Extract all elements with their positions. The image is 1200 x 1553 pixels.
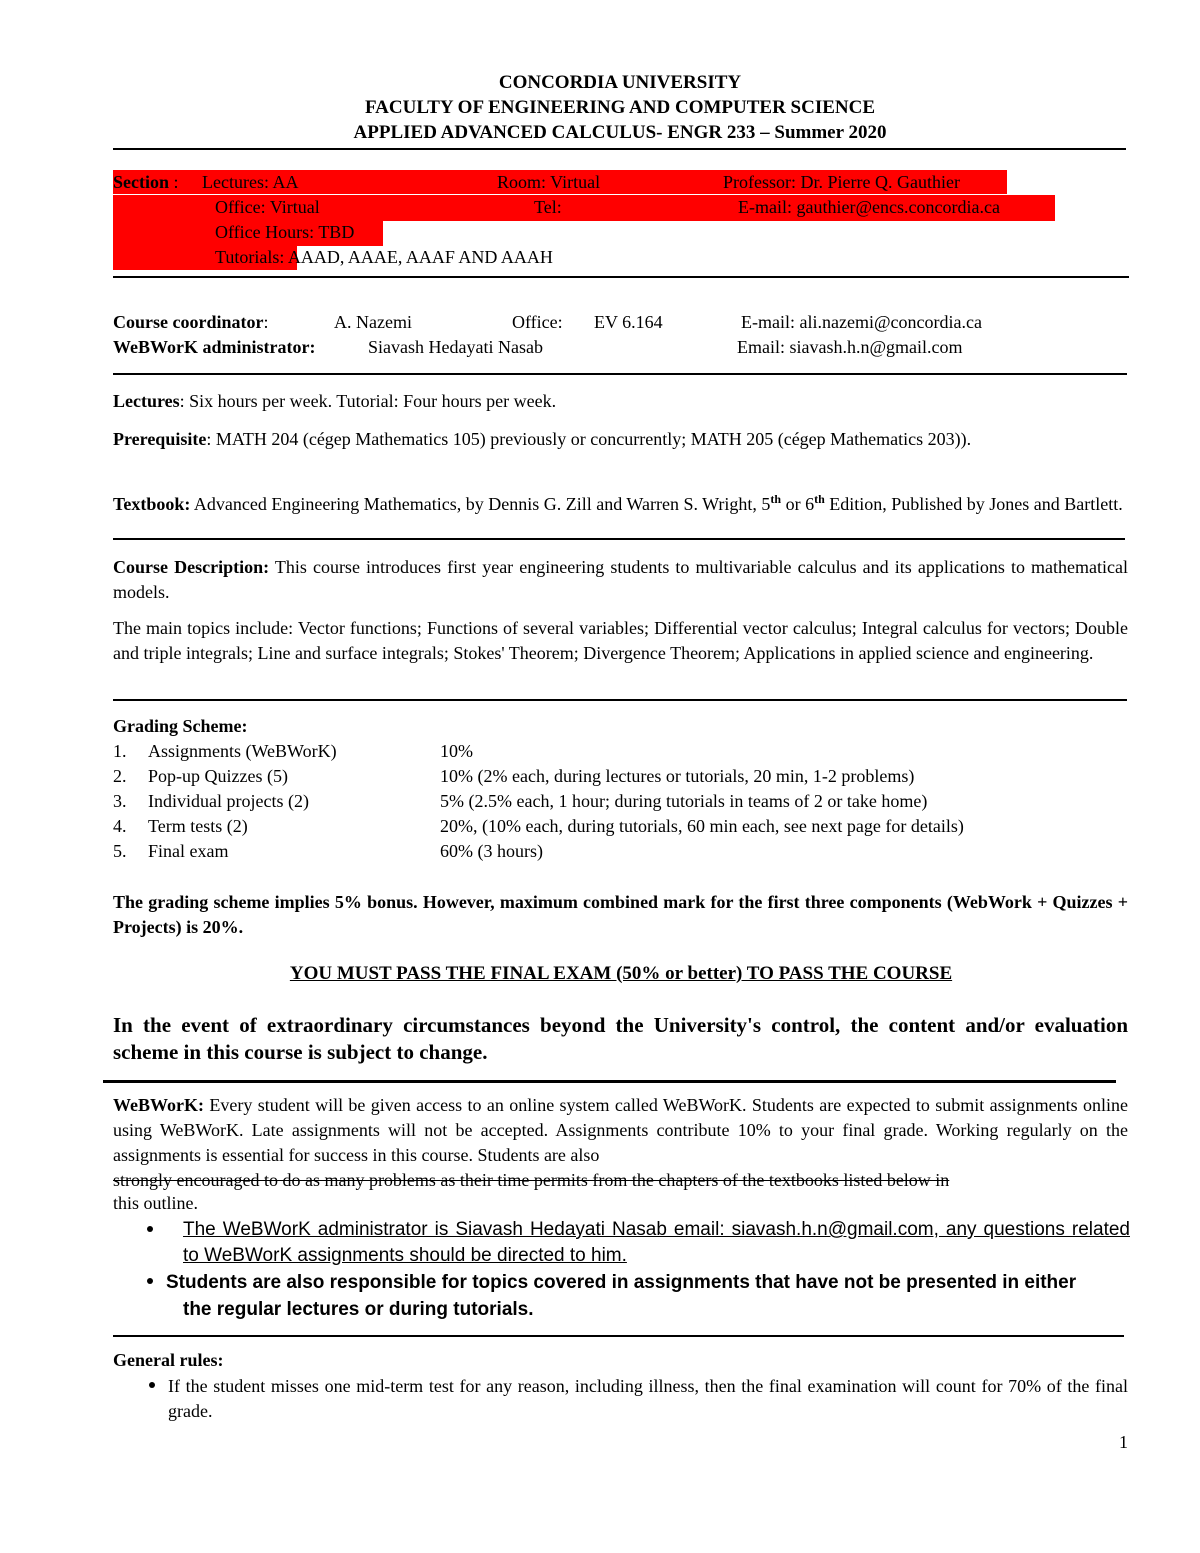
webwork-admin-label: WeBWorK administrator: bbox=[113, 337, 316, 357]
webwork-admin-email: Email: siavash.h.n@gmail.com bbox=[737, 337, 963, 357]
section-room: Room: Virtual bbox=[497, 172, 601, 192]
section-email: E-mail: gauthier@encs.concordia.ca bbox=[738, 197, 1000, 217]
grading-item-value: 60% (3 hours) bbox=[440, 841, 543, 861]
bullet-icon bbox=[149, 1382, 155, 1388]
prerequisite-label: Prerequisite bbox=[113, 429, 207, 449]
webwork-admin-bullet: The WeBWorK administrator is Siavash Hedayati Nasab email: siavash.h.n@gmail.com, any questions related to WeBWorK assignments should be directed to him. bbox=[183, 1219, 1130, 1266]
notice-rule bbox=[103, 1080, 1116, 1083]
section-sep: : bbox=[173, 172, 179, 192]
university-title: CONCORDIA UNIVERSITY bbox=[498, 72, 742, 93]
webwork-rule bbox=[113, 1335, 1124, 1337]
bullet-icon bbox=[147, 1278, 153, 1284]
section-professor: Professor: Dr. Pierre Q. Gauthier bbox=[723, 172, 960, 192]
coordinator-colon: : bbox=[263, 312, 269, 332]
textbook-sup-1: th bbox=[770, 492, 782, 506]
grading-item-name: Pop-up Quizzes (5) bbox=[148, 766, 288, 786]
grading-item-name: Term tests (2) bbox=[148, 816, 248, 836]
section-office: Office: Virtual bbox=[215, 197, 320, 217]
grading-item-value: 20%, (10% each, during tutorials, 60 min each, see next page for details) bbox=[440, 816, 964, 836]
grading-item-name: Final exam bbox=[148, 841, 229, 861]
webwork-admin-name: Siavash Hedayati Nasab bbox=[368, 337, 543, 357]
coordinator-email: E-mail: ali.nazemi@concordia.ca bbox=[741, 312, 982, 332]
bullet-icon bbox=[147, 1226, 153, 1232]
change-notice: In the event of extraordinary circumstances beyond the University's control, the content and/or evaluation scheme in this course is subject to change. bbox=[113, 1013, 1128, 1064]
coordinator-name: A. Nazemi bbox=[334, 312, 412, 332]
textbook-text-a: Advanced Engineering Mathematics, by Dennis G. Zill and Warren S. Wright, 5 bbox=[190, 494, 771, 514]
description-rule bbox=[113, 699, 1127, 701]
section-office-hours: Office Hours: TBD bbox=[215, 222, 355, 242]
lectures-label: Lectures bbox=[113, 391, 180, 411]
grading-item-num: 2. bbox=[113, 766, 127, 786]
grading-item-num: 4. bbox=[113, 816, 127, 836]
webwork-paragraph bbox=[113, 1093, 1128, 1168]
section-rule bbox=[113, 276, 1129, 278]
lectures-text: : Six hours per week. Tutorial: Four hours per week. bbox=[179, 391, 557, 411]
coordinator-label-group bbox=[113, 312, 269, 333]
page-number: 1 bbox=[1119, 1432, 1128, 1452]
textbook-text-b: Edition, Published by Jones and Bartlett. bbox=[824, 494, 1123, 514]
course-title: APPLIED ADVANCED CALCULUS- ENGR 233 – Summer 2020 bbox=[353, 122, 887, 143]
must-pass-notice: YOU MUST PASS THE FINAL EXAM (50% or better) TO PASS THE COURSE bbox=[289, 963, 953, 984]
section-lectures: Lectures: AA bbox=[202, 172, 299, 192]
coordinator-label: Course coordinator bbox=[113, 312, 264, 332]
general-rules-title: General rules: bbox=[113, 1350, 224, 1370]
textbook-rule bbox=[113, 538, 1125, 540]
section-label-group bbox=[113, 172, 179, 193]
webwork-responsibility-bullet bbox=[166, 1269, 1106, 1323]
coordinator-office-label: Office: bbox=[512, 312, 563, 332]
webwork-responsibility-text: Students are also responsible for topics covered in assignments that have not be presented in either the regular lectures or during tutorials. bbox=[166, 1272, 1077, 1320]
section-label: Section bbox=[113, 172, 169, 192]
tutorials-value: AAAD, AAAE, AAAF AND AAAH bbox=[287, 247, 553, 267]
grading-item-num: 3. bbox=[113, 791, 127, 811]
grading-item-num: 5. bbox=[113, 841, 127, 861]
section-tutorials bbox=[215, 247, 553, 268]
header-rule bbox=[113, 148, 1126, 150]
lectures-line bbox=[113, 391, 556, 412]
grading-item-name: Assignments (WeBWorK) bbox=[148, 741, 337, 761]
textbook-label: Textbook: bbox=[113, 494, 191, 514]
faculty-title: FACULTY OF ENGINEERING AND COMPUTER SCIENCE bbox=[364, 97, 876, 118]
grading-title: Grading Scheme: bbox=[113, 716, 248, 736]
description-label: Course Description: bbox=[113, 557, 270, 577]
description-topics: The main topics include: Vector functions; Functions of several variables; Differential vector calculus; Integral calculus for vectors; Double and triple integrals; Line and surface integrals; Stokes' Theorem; Divergence Theorem; Applications in applied science and engineering. bbox=[113, 618, 1128, 663]
grading-bonus: The grading scheme implies 5% bonus. However, maximum combined mark for the first three components (WebWork + Quizzes + Projects) is 20%. bbox=[113, 892, 1128, 937]
textbook-or: or 6 bbox=[781, 494, 815, 514]
webwork-text: Every student will be given access to an online system called WeBWorK. Students are expected to submit assignments online using WeBWorK. Late assignments will not be accepted. Assignments contribute 10% to your final grade. Working regularly on the assignments is essential for success in this course. Students are also bbox=[113, 1095, 1128, 1165]
prerequisite-paragraph bbox=[113, 427, 1128, 452]
grading-item-value: 10% (2% each, during lectures or tutorials, 20 min, 1-2 problems) bbox=[440, 766, 915, 786]
textbook-sup-2: th bbox=[814, 492, 825, 506]
description-paragraph bbox=[113, 555, 1128, 605]
coordinator-rule bbox=[113, 373, 1127, 375]
description-text: This course introduces first year engineering students to multivariable calculus and its applications to mathematical models. bbox=[113, 557, 1128, 602]
general-rules-bullet: If the student misses one mid-term test for any reason, including illness, then the final examination will count for 70% of the final grade. bbox=[168, 1376, 1128, 1421]
grading-item-num: 1. bbox=[113, 741, 127, 761]
coordinator-office-value: EV 6.164 bbox=[594, 312, 663, 332]
tutorials-label: Tutorials: bbox=[215, 247, 285, 267]
grading-item-value: 5% (2.5% each, 1 hour; during tutorials in teams of 2 or take home) bbox=[440, 791, 928, 811]
webwork-tail: this outline. bbox=[113, 1193, 198, 1213]
grading-item-name: Individual projects (2) bbox=[148, 791, 309, 811]
webwork-label: WeBWorK: bbox=[113, 1095, 204, 1115]
prerequisite-text: : MATH 204 (cégep Mathematics 105) previously or concurrently; MATH 205 (cégep Mathematics 203)). bbox=[206, 429, 972, 449]
section-tel: Tel: bbox=[534, 197, 562, 217]
textbook-paragraph bbox=[113, 487, 1128, 517]
grading-item-value: 10% bbox=[440, 741, 473, 761]
webwork-struck-line: strongly encouraged to do as many problems as their time permits from the chapters of the textbooks listed below in bbox=[113, 1170, 950, 1190]
